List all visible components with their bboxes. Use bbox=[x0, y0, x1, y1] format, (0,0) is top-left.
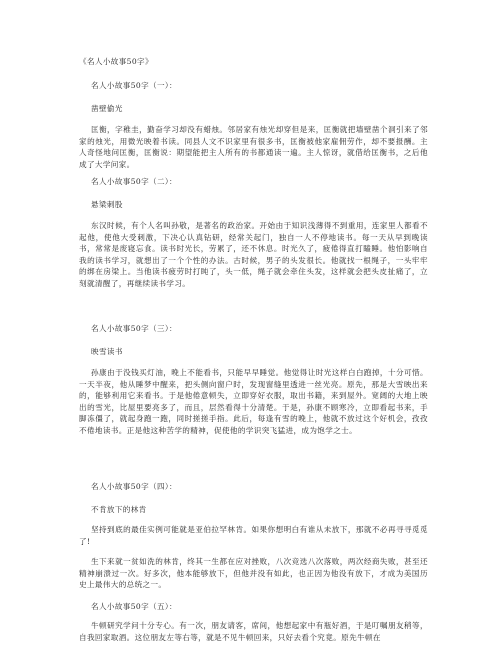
section-paragraph: 孙康由于没钱买灯油，晚上不能看书，只能早早睡觉。他觉得让时光这样白白跑掉，十分可惜。一天半夜，他从睡梦中醒来，把头侧向窗户时，发现窗缝里透进一丝光亮。原先，那是大雪映出来的，能够利用它来看书。于是他倦意顿失，立即穿好衣服，取出书籍，来到屋外。宽阔的大地上映出的雪光，比屋里要亮多了，而且，层然看得十分清楚。于是，孙康不顾寒冷，立即看起书来，手脚冻僵了，就起身跑一跑，同时搓搓手指。此后，每逢有雪的晚上，他就不放过这个好机会，孜孜不倦地读书。正是他这种苦学的精神，促使他的学识突飞猛进，成为饱学之士。 bbox=[79, 368, 428, 435]
section-heading: 名人小故事50字（三）： bbox=[91, 324, 177, 333]
section-heading: 名人小故事50字（一）： bbox=[91, 81, 177, 90]
section-subtitle: 映雪读书 bbox=[91, 347, 123, 356]
section-subtitle: 不肯放下的林肯 bbox=[91, 505, 147, 514]
section-paragraph: 生下来就一贫如洗的林肯，终其一生都在应对挫败，八次竞选八次落败，两次经商失败，甚至还精神崩溃过一次。好多次，他本能够放下，但他并没有如此，也正因为他没有放下，才成为美国历史上最伟大的总统之一。 bbox=[79, 557, 428, 589]
section-heading: 名人小故事50字（五）： bbox=[91, 602, 177, 611]
section-subtitle: 凿壁偷光 bbox=[91, 104, 123, 113]
section-heading: 名人小故事50字（二）： bbox=[91, 177, 177, 186]
section-paragraph: 匡衡，字稚圭，勤奋学习却没有蜡烛。邻居家有烛光却穿但是来，匡衡就把墙壁凿个洞引来了邻家的烛光，用微光映着书读。同县人文不识家里有很多书，匡衡被他家雇佣劳作，却不要报酬。主人奇怪地问匡衡，匡衡说：期望能把主人所有的书都通读一遍。主人惊讶，就借给匡衡书，之后他成了大学问家。 bbox=[79, 125, 428, 169]
section-paragraph: 坚持到底的最佳实例可能就是亚伯拉罕林肯。如果你想明白有谁从未放下，那就不必再寻寻觅觅了! bbox=[79, 525, 428, 546]
document-title: 《名人小故事50字》 bbox=[79, 57, 153, 66]
section-subtitle: 悬梁刺股 bbox=[91, 200, 123, 209]
section-paragraph: 东汉时候，有个人名叫孙敬，是著名的政治家。开始由于知识浅薄得不到重用，连家里人都看不起他，使他大受刺激，下决心认真钻研，经常关起门，独自一人不停地读书。每一天从早到晚读书，常常是废寝忘食。读书时光长，劳累了，还不休息。时光久了，疲倦得直打瞌睡。他怕影响自我的读书学习，就想出了一个个性的办法。古时候，男子的头发很长。他就找一根绳子，一头牢牢的绑在房梁上。当他读书疲劳时打盹了，头一低，绳子就会牵住头发，这样就会把头皮扯痛了，立刻就清醒了，再继续读书学习。 bbox=[79, 221, 428, 288]
section-paragraph: 牛顿研究学问十分专心。有一次，朋友请客，席间，他想起家中有瓶好酒，于是叮嘱朋友稍等，自我回家取酒。这位朋友左等右等，就是不见牛顿回来，只好去看个究竟。原先牛顿在 bbox=[79, 621, 428, 642]
section-heading: 名人小故事50字（四）： bbox=[91, 482, 177, 491]
